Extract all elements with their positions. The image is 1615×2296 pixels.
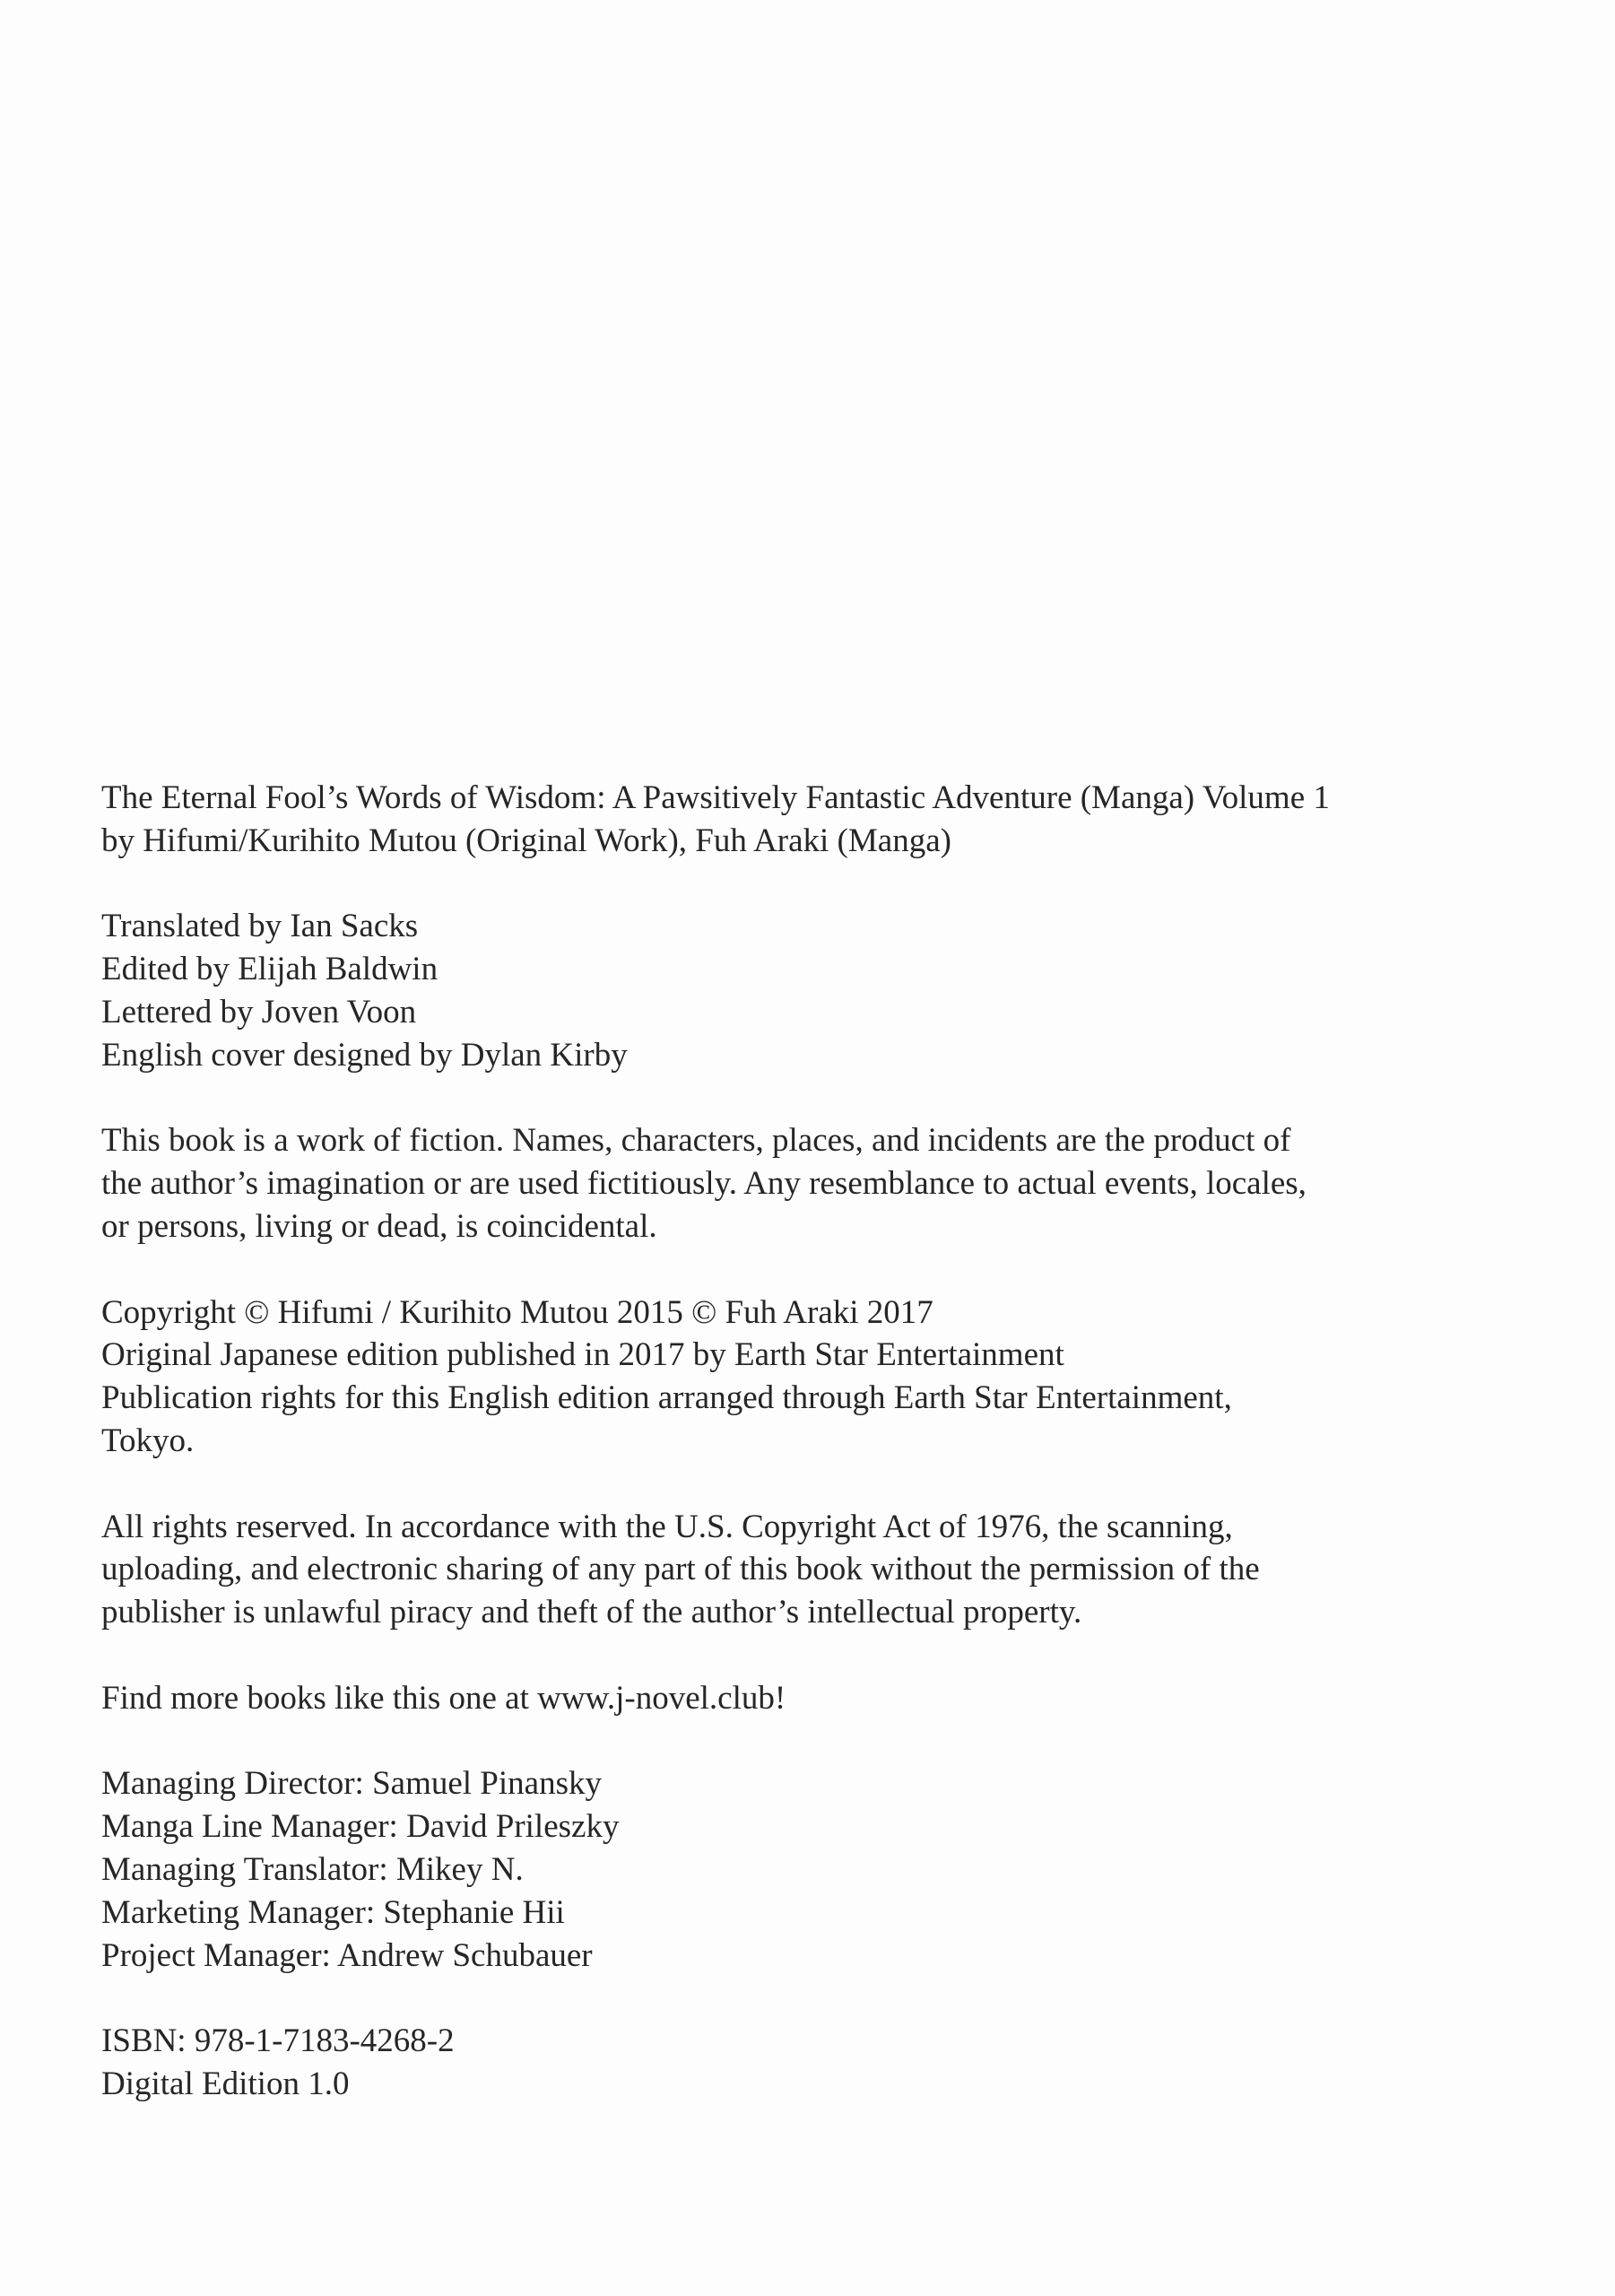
rights-block	[101, 1506, 1500, 1634]
fiction-notice-line: This book is a work of fiction. Names, characters, places, and incidents are the product of	[101, 1122, 1291, 1160]
more-books-line: Find more books like this one at www.j-novel.club!	[101, 1679, 786, 1717]
staff-managing-translator: Managing Translator: Mikey N.	[101, 1850, 524, 1888]
fiction-notice-line: or persons, living or dead, is coincidental.	[101, 1207, 657, 1245]
edition-block	[101, 2020, 1500, 2106]
credit-cover-designer: English cover designed by Dylan Kirby	[101, 1036, 628, 1074]
copyright-line: Original Japanese edition published in 2017 by Earth Star Entertainment	[101, 1336, 1064, 1374]
rights-line: uploading, and electronic sharing of any part of this book without the permission of the	[101, 1551, 1260, 1588]
rights-line: All rights reserved. In accordance with the U.S. Copyright Act of 1976, the scanning,	[101, 1508, 1233, 1545]
credit-translator: Translated by Ian Sacks	[101, 908, 419, 945]
staff-manga-line-manager: Manga Line Manager: David Prileszky	[101, 1808, 620, 1846]
copyright-block	[101, 1292, 1500, 1463]
fiction-notice-line: the author’s imagination or are used fictitiously. Any resemblance to actual events, locales,	[101, 1165, 1307, 1203]
credit-editor: Edited by Elijah Baldwin	[101, 951, 438, 988]
rights-line: publisher is unlawful piracy and theft of the author’s intellectual property.	[101, 1594, 1082, 1631]
staff-project-manager: Project Manager: Andrew Schubauer	[101, 1936, 593, 1974]
staff-managing-director: Managing Director: Samuel Pinansky	[101, 1765, 602, 1803]
title-block	[101, 777, 1500, 863]
digital-edition: Digital Edition 1.0	[101, 2065, 350, 2102]
more-books-block	[101, 1677, 1500, 1720]
credit-letterer: Lettered by Joven Voon	[101, 993, 417, 1031]
copyright-page	[101, 777, 1500, 2149]
copyright-line: Tokyo.	[101, 1422, 195, 1459]
fiction-notice	[101, 1119, 1500, 1248]
isbn: ISBN: 978-1-7183-4268-2	[101, 2022, 455, 2060]
copyright-line: Copyright © Hifumi / Kurihito Mutou 2015 © Fuh Araki 2017	[101, 1293, 933, 1331]
staff-marketing-manager: Marketing Manager: Stephanie Hii	[101, 1893, 565, 1931]
book-title: The Eternal Fool’s Words of Wisdom: A Pawsitively Fantastic Adventure (Manga) Volume 1	[101, 779, 1330, 816]
staff-block	[101, 1762, 1500, 1977]
credits-block	[101, 905, 1500, 1076]
book-authors: by Hifumi/Kurihito Mutou (Original Work), Fuh Araki (Manga)	[101, 822, 951, 859]
copyright-line: Publication rights for this English edition arranged through Earth Star Entertainment,	[101, 1379, 1232, 1417]
